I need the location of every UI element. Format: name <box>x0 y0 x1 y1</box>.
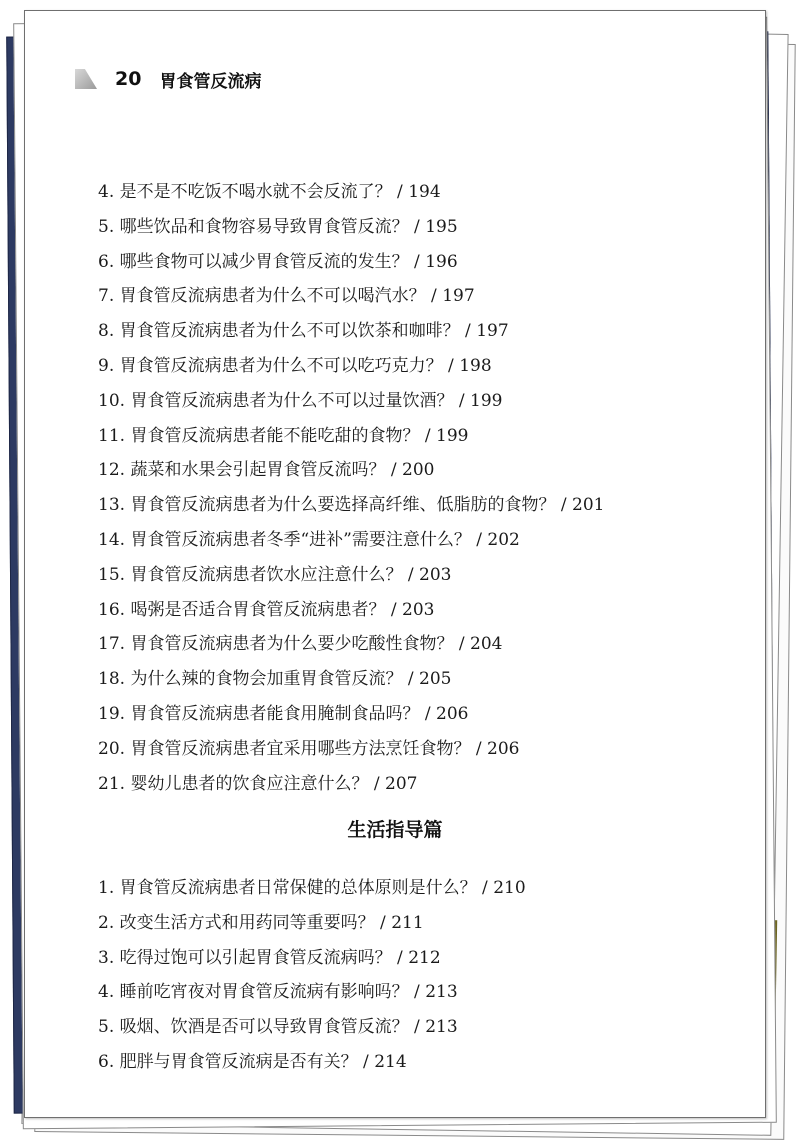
toc-entry-page: 201 <box>572 495 605 516</box>
toc-entry-number: 21. <box>98 773 126 794</box>
toc-entry <box>98 975 526 1010</box>
book-page <box>24 10 766 1118</box>
toc-entry <box>98 453 604 488</box>
toc-entry-separator: / <box>458 634 465 655</box>
toc-entry-page: 213 <box>425 1017 458 1038</box>
toc-entry <box>98 871 526 906</box>
toc-entry <box>98 906 526 941</box>
toc-entry-separator: / <box>397 947 403 968</box>
toc-entry-separator: / <box>560 495 567 516</box>
toc-entry <box>98 314 604 349</box>
toc-entry <box>98 175 604 210</box>
toc-entry-number: 15. <box>98 564 126 585</box>
toc-entry <box>98 279 604 314</box>
toc-entry <box>98 767 604 802</box>
toc-entry-number: 20. <box>98 738 126 759</box>
toc-entry-number: 1. <box>98 878 115 898</box>
toc-entry <box>98 627 604 662</box>
toc-entry-title: 喝粥是否适合胃食管反流病患者？ <box>130 599 386 620</box>
toc-entry <box>98 732 604 767</box>
corner-mark-icon <box>75 69 97 89</box>
toc-entry-separator: / <box>363 1051 369 1072</box>
toc-entry <box>98 1010 526 1045</box>
toc-entry-separator: / <box>380 912 386 933</box>
toc-entry <box>98 349 604 384</box>
toc-entry-separator: / <box>414 216 420 237</box>
toc-entry-number: 4. <box>98 182 115 202</box>
toc-entry <box>98 523 604 558</box>
running-title: 胃食管反流病 <box>159 71 262 92</box>
toc-entry-title: 胃食管反流病患者为什么不可以饮茶和咖啡？ <box>119 321 460 342</box>
toc-entry-number: 9. <box>98 355 115 376</box>
toc-entry-page: 199 <box>436 425 469 446</box>
toc-entry-separator: / <box>476 529 482 550</box>
toc-entry-title: 婴幼儿患者的饮食应注意什么？ <box>130 773 369 794</box>
toc-entry-separator: / <box>390 460 397 481</box>
toc-entry-title: 哪些饮品和食物容易导致胃食管反流？ <box>119 216 409 237</box>
toc-entry-separator: / <box>373 773 380 794</box>
toc-entry <box>98 384 604 419</box>
toc-entry <box>98 210 604 245</box>
toc-entry-separator: / <box>390 599 397 620</box>
toc-entry-page: 202 <box>487 529 520 550</box>
toc-list-diet <box>98 175 604 801</box>
toc-entry-number: 19. <box>98 703 126 724</box>
toc-entry-page: 211 <box>391 912 424 933</box>
toc-entry-title: 胃食管反流病患者能食用腌制食品吗？ <box>130 703 420 724</box>
toc-list-lifestyle <box>98 871 526 1080</box>
toc-entry-page: 196 <box>425 251 458 272</box>
toc-entry-title: 胃食管反流病患者宜采用哪些方法烹饪食物？ <box>130 738 471 759</box>
toc-entry-page: 207 <box>385 773 418 794</box>
toc-entry-number: 10. <box>98 390 126 411</box>
toc-entry-separator: / <box>397 182 403 202</box>
toc-entry-number: 11. <box>98 425 126 446</box>
toc-entry-separator: / <box>431 286 437 307</box>
toc-entry <box>98 488 604 523</box>
toc-entry-separator: / <box>465 321 471 342</box>
toc-entry <box>98 593 604 628</box>
toc-entry-title: 为什么辣的食物会加重胃食管反流？ <box>130 669 403 690</box>
toc-entry-separator: / <box>414 251 420 272</box>
toc-entry-page: 197 <box>442 286 475 307</box>
toc-entry-title: 是不是不吃饭不喝水就不会反流了？ <box>119 182 392 202</box>
toc-entry-title: 蔬菜和水果会引起胃食管反流吗？ <box>130 460 386 481</box>
toc-entry <box>98 558 604 593</box>
toc-entry-title: 胃食管反流病患者为什么不可以过量饮酒？ <box>130 390 454 411</box>
toc-entry-separator: / <box>407 669 414 690</box>
toc-entry-title: 吸烟、饮酒是否可以导致胃食管反流？ <box>119 1017 409 1038</box>
toc-entry-page: 203 <box>402 599 435 620</box>
toc-entry-title: 胃食管反流病患者为什么不可以喝汽水？ <box>119 286 426 307</box>
toc-entry-title: 肥胖与胃食管反流病是否有关？ <box>119 1051 358 1072</box>
toc-entry-page: 198 <box>459 355 492 376</box>
toc-entry-number: 14. <box>98 529 126 550</box>
toc-entry-number: 5. <box>98 1017 115 1038</box>
toc-entry-page: 203 <box>419 564 452 585</box>
page-number: 20 <box>115 68 142 90</box>
toc-entry-title: 胃食管反流病患者饮水应注意什么？ <box>130 564 403 585</box>
toc-entry <box>98 1045 526 1080</box>
toc-entry-separator: / <box>424 703 431 724</box>
toc-entry-number: 6. <box>98 1051 115 1072</box>
toc-entry-number: 16. <box>98 599 126 620</box>
toc-entry-title: 吃得过饱可以引起胃食管反流病吗？ <box>119 947 392 968</box>
toc-entry-number: 18. <box>98 669 126 690</box>
toc-entry-page: 195 <box>425 216 458 237</box>
toc-entry-title: 胃食管反流病患者为什么不可以吃巧克力？ <box>119 355 443 376</box>
section-title: 生活指导篇 <box>347 819 443 841</box>
toc-entry-title: 改变生活方式和用药同等重要吗？ <box>119 912 375 933</box>
toc-entry-separator: / <box>414 1017 420 1038</box>
toc-entry-page: 213 <box>425 982 458 1003</box>
toc-entry-number: 17. <box>98 634 126 655</box>
toc-entry-title: 胃食管反流病患者为什么要选择高纤维、低脂肪的食物？ <box>130 495 556 516</box>
toc-entry-page: 214 <box>374 1051 407 1072</box>
toc-entry <box>98 941 526 976</box>
toc-entry-title: 胃食管反流病患者冬季“进补”需要注意什么？ <box>130 529 471 550</box>
toc-entry-page: 200 <box>402 460 435 481</box>
toc-entry-separator: / <box>414 982 420 1003</box>
toc-entry-number: 3. <box>98 947 115 968</box>
toc-entry-number: 5. <box>98 216 115 237</box>
toc-entry-title: 睡前吃宵夜对胃食管反流病有影响吗？ <box>119 982 409 1003</box>
toc-entry-separator: / <box>448 355 454 376</box>
toc-entry-page: 194 <box>408 182 441 202</box>
toc-entry-page: 199 <box>470 390 503 411</box>
toc-entry-page: 204 <box>470 634 503 655</box>
toc-entry-title: 胃食管反流病患者日常保健的总体原则是什么？ <box>119 878 477 898</box>
toc-entry-page: 205 <box>419 669 452 690</box>
toc-entry-title: 哪些食物可以减少胃食管反流的发生？ <box>119 251 409 272</box>
toc-entry-page: 212 <box>408 947 441 968</box>
toc-entry-page: 206 <box>436 703 469 724</box>
toc-entry-number: 2. <box>98 912 115 933</box>
toc-entry-separator: / <box>424 425 431 446</box>
toc-entry-number: 12. <box>98 460 126 481</box>
toc-entry <box>98 662 604 697</box>
toc-entry-number: 4. <box>98 982 115 1003</box>
toc-entry-separator: / <box>475 738 482 759</box>
toc-entry-number: 8. <box>98 321 115 342</box>
toc-entry-number: 6. <box>98 251 115 272</box>
toc-entry <box>98 419 604 454</box>
toc-entry-page: 197 <box>476 321 509 342</box>
toc-entry-title: 胃食管反流病患者为什么要少吃酸性食物？ <box>130 634 454 655</box>
toc-entry-separator: / <box>458 390 465 411</box>
toc-entry-title: 胃食管反流病患者能不能吃甜的食物？ <box>130 425 420 446</box>
toc-entry-page: 206 <box>487 738 520 759</box>
toc-entry-page: 210 <box>493 878 526 898</box>
toc-entry-separator: / <box>407 564 414 585</box>
toc-entry <box>98 697 604 732</box>
toc-entry-number: 13. <box>98 495 126 516</box>
page-header <box>75 67 261 91</box>
toc-entry <box>98 245 604 280</box>
toc-entry-number: 7. <box>98 286 115 307</box>
toc-entry-separator: / <box>482 878 488 898</box>
